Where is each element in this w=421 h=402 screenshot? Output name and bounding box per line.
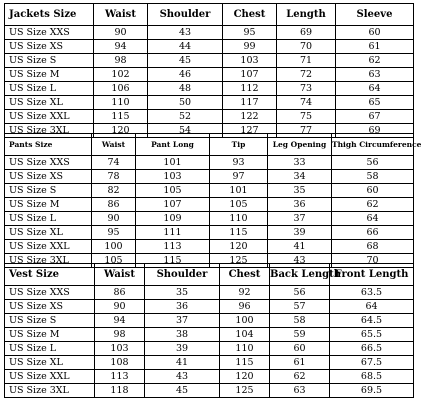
table-cell: 60 — [270, 342, 330, 356]
table-cell: US Size XS — [5, 40, 94, 54]
table-cell: 60 — [336, 26, 414, 40]
table-row — [5, 82, 414, 96]
table-cell: 106 — [94, 82, 148, 96]
table-cell: US Size XS — [5, 170, 92, 184]
table-cell: 65 — [336, 96, 414, 110]
table-cell: 63.5 — [330, 286, 414, 300]
table-cell: 107 — [223, 68, 277, 82]
table-cell: 68.5 — [330, 370, 414, 384]
table-cell: 86 — [92, 198, 136, 212]
table-cell: 44 — [148, 40, 223, 54]
table-cell: 61 — [336, 40, 414, 54]
table-cell: US Size XL — [5, 96, 94, 110]
table-cell: US Size XXL — [5, 370, 95, 384]
table-cell: 75 — [277, 110, 336, 124]
table-row — [5, 314, 414, 328]
table-cell: 45 — [145, 384, 220, 398]
table-cell: US Size XXS — [5, 156, 92, 170]
header-cell: Chest — [223, 4, 277, 26]
table-cell: 36 — [145, 300, 220, 314]
table-cell: 36 — [268, 198, 332, 212]
table-cell: 107 — [136, 198, 210, 212]
header-cell: Thigh Circumference — [332, 134, 414, 156]
header-cell: Tip — [210, 134, 268, 156]
table-cell: 115 — [210, 226, 268, 240]
table-row — [5, 240, 414, 254]
table-cell: 109 — [136, 212, 210, 226]
table-cell: 99 — [223, 40, 277, 54]
table-cell: 118 — [95, 384, 145, 398]
header-cell: Back Length — [270, 264, 330, 286]
table-cell: 67.5 — [330, 356, 414, 370]
table-cell: 96 — [220, 300, 270, 314]
table-cell: 110 — [220, 342, 270, 356]
table-cell: 98 — [94, 54, 148, 68]
table-cell: 61 — [270, 356, 330, 370]
table-cell: 46 — [148, 68, 223, 82]
table-cell: 120 — [220, 370, 270, 384]
table-cell: 93 — [210, 156, 268, 170]
table-cell: 64 — [332, 212, 414, 226]
table-cell: US Size XXS — [5, 26, 94, 40]
table-cell: 113 — [136, 240, 210, 254]
table-cell: 117 — [223, 96, 277, 110]
table-cell: 120 — [210, 240, 268, 254]
table-cell: 103 — [136, 170, 210, 184]
table-cell: 77 — [277, 124, 336, 138]
table-cell: 69 — [277, 26, 336, 40]
table-cell: 65.5 — [330, 328, 414, 342]
table-cell: 105 — [92, 254, 136, 268]
table-row — [5, 300, 414, 314]
table-cell: 86 — [95, 286, 145, 300]
table-cell: 39 — [145, 342, 220, 356]
table-cell: 66.5 — [330, 342, 414, 356]
table-cell: 74 — [277, 96, 336, 110]
table-cell: US Size S — [5, 314, 95, 328]
table-cell: US Size M — [5, 328, 95, 342]
table-cell: 35 — [268, 184, 332, 198]
table-cell: 62 — [332, 198, 414, 212]
table-row — [5, 156, 414, 170]
header-cell: Leg Opening — [268, 134, 332, 156]
table-cell: 66 — [332, 226, 414, 240]
header-cell: Chest — [220, 264, 270, 286]
header-cell: Jackets Size — [5, 4, 94, 26]
table-cell: 33 — [268, 156, 332, 170]
table-row — [5, 170, 414, 184]
table-cell: 74 — [92, 156, 136, 170]
table-cell: 59 — [270, 328, 330, 342]
table-cell: US Size XXL — [5, 240, 92, 254]
table-cell: 113 — [95, 370, 145, 384]
table-row — [5, 198, 414, 212]
table-cell: 105 — [210, 198, 268, 212]
table-cell: 62 — [270, 370, 330, 384]
table-cell: US Size L — [5, 82, 94, 96]
table-cell: 68 — [332, 240, 414, 254]
table-cell: 98 — [95, 328, 145, 342]
table-row — [5, 54, 414, 68]
table-cell: 71 — [277, 54, 336, 68]
table-cell: 38 — [145, 328, 220, 342]
table-cell: 56 — [270, 286, 330, 300]
table-cell: 115 — [220, 356, 270, 370]
header-cell: Vest Size — [5, 264, 95, 286]
table-cell: 127 — [223, 124, 277, 138]
table-cell: 95 — [92, 226, 136, 240]
table-cell: 110 — [210, 212, 268, 226]
table-cell: US Size XXL — [5, 110, 94, 124]
header-cell: Sleeve — [336, 4, 414, 26]
table-cell: 48 — [148, 82, 223, 96]
table-cell: 82 — [92, 184, 136, 198]
table-cell: 111 — [136, 226, 210, 240]
table-cell: 110 — [94, 96, 148, 110]
table-cell: 67 — [336, 110, 414, 124]
table-cell: 102 — [94, 68, 148, 82]
table-cell: 95 — [223, 26, 277, 40]
table-cell: 101 — [136, 156, 210, 170]
table-cell: US Size XL — [5, 356, 95, 370]
table-cell: 60 — [332, 184, 414, 198]
table-cell: US Size L — [5, 342, 95, 356]
table-cell: 101 — [210, 184, 268, 198]
table-cell: 115 — [94, 110, 148, 124]
table-cell: 39 — [268, 226, 332, 240]
table-cell: US Size M — [5, 68, 94, 82]
header-cell: Waist — [92, 134, 136, 156]
table-row — [5, 68, 414, 82]
table-cell: US Size 3XL — [5, 124, 94, 138]
table-row — [5, 40, 414, 54]
table-cell: 103 — [95, 342, 145, 356]
table-cell: 64 — [330, 300, 414, 314]
table-cell: 120 — [94, 124, 148, 138]
table-cell: 70 — [277, 40, 336, 54]
table-row — [5, 212, 414, 226]
table-cell: 100 — [220, 314, 270, 328]
table-cell: 54 — [148, 124, 223, 138]
table-row — [5, 286, 414, 300]
table-cell: 104 — [220, 328, 270, 342]
table-row — [5, 26, 414, 40]
table-cell: US Size XS — [5, 300, 95, 314]
table-cell: 64 — [336, 82, 414, 96]
jackets-size-table — [4, 3, 414, 138]
table-header-row — [5, 134, 414, 156]
table-cell: 92 — [220, 286, 270, 300]
table-cell: 63 — [336, 68, 414, 82]
table-cell: 35 — [145, 286, 220, 300]
table-cell: 37 — [145, 314, 220, 328]
table-cell: US Size XXS — [5, 286, 95, 300]
table-cell: 90 — [92, 212, 136, 226]
table-cell: 41 — [268, 240, 332, 254]
table-cell: 90 — [95, 300, 145, 314]
table-cell: 78 — [92, 170, 136, 184]
table-cell: 108 — [95, 356, 145, 370]
table-cell: 112 — [223, 82, 277, 96]
vest-size-table — [4, 263, 414, 398]
table-row — [5, 356, 414, 370]
table-cell: 70 — [332, 254, 414, 268]
table-row — [5, 226, 414, 240]
table-cell: 73 — [277, 82, 336, 96]
table-cell: 63 — [270, 384, 330, 398]
table-cell: US Size 3XL — [5, 384, 95, 398]
table-cell: US Size L — [5, 212, 92, 226]
table-row — [5, 342, 414, 356]
table-cell: 94 — [94, 40, 148, 54]
table-cell: 62 — [336, 54, 414, 68]
table-cell: 115 — [136, 254, 210, 268]
table-cell: 94 — [95, 314, 145, 328]
header-cell: Waist — [94, 4, 148, 26]
pants-size-table — [4, 133, 421, 268]
table-cell: 43 — [148, 26, 223, 40]
table-cell: 56 — [332, 156, 414, 170]
table-cell: 50 — [148, 96, 223, 110]
table-cell: 122 — [223, 110, 277, 124]
table-cell: 43 — [268, 254, 332, 268]
header-cell: Shoulder — [145, 264, 220, 286]
table-cell: 97 — [210, 170, 268, 184]
table-cell: 125 — [220, 384, 270, 398]
table-cell: 105 — [136, 184, 210, 198]
header-cell: Pant Long — [136, 134, 210, 156]
table-cell: 43 — [145, 370, 220, 384]
table-cell: 103 — [223, 54, 277, 68]
table-cell: 37 — [268, 212, 332, 226]
table-cell: 45 — [148, 54, 223, 68]
table-row — [5, 384, 414, 398]
table-cell: 90 — [94, 26, 148, 40]
table-row — [5, 370, 414, 384]
table-cell: 72 — [277, 68, 336, 82]
table-cell: 52 — [148, 110, 223, 124]
table-header-row — [5, 4, 414, 26]
header-cell: Front Length — [330, 264, 414, 286]
header-cell: Length — [277, 4, 336, 26]
table-cell: US Size 3XL — [5, 254, 92, 268]
table-row — [5, 184, 414, 198]
header-cell: Pants Size — [5, 134, 92, 156]
header-cell: Shoulder — [148, 4, 223, 26]
table-header-row — [5, 264, 414, 286]
table-cell: 64.5 — [330, 314, 414, 328]
table-cell: 57 — [270, 300, 330, 314]
table-cell: US Size S — [5, 184, 92, 198]
table-cell: US Size S — [5, 54, 94, 68]
table-row — [5, 96, 414, 110]
table-row — [5, 328, 414, 342]
table-cell: 100 — [92, 240, 136, 254]
table-cell: 41 — [145, 356, 220, 370]
table-row — [5, 110, 414, 124]
table-cell: US Size XL — [5, 226, 92, 240]
table-cell: 58 — [332, 170, 414, 184]
table-cell: 69 — [336, 124, 414, 138]
header-cell: Waist — [95, 264, 145, 286]
table-cell: US Size M — [5, 198, 92, 212]
table-cell: 125 — [210, 254, 268, 268]
table-cell: 69.5 — [330, 384, 414, 398]
table-cell: 34 — [268, 170, 332, 184]
table-cell: 58 — [270, 314, 330, 328]
